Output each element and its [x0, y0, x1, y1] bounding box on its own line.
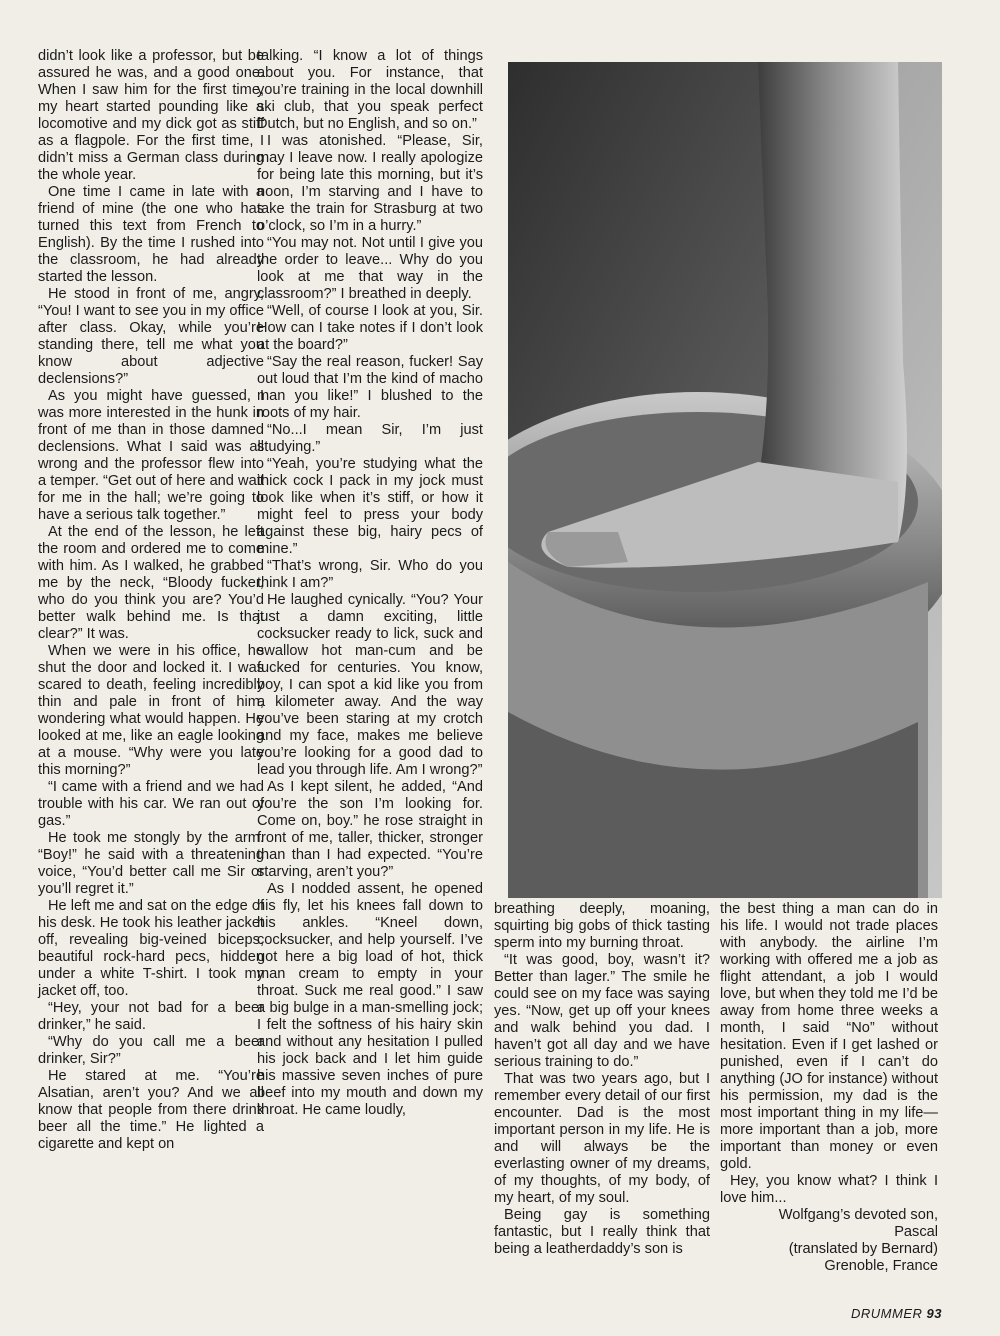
paragraph: As you might have guessed, I was more interested in the hunk in front of me than in those damned declensions. What I said was all wrong and the professor flew into a temper. “Get out of here and wait for me in the hall; we’re going to have a serious talk together.” — [38, 388, 264, 523]
paragraph: “It was good, boy, wasn’t it? Better than lager.” The smile he could see on my face was saying yes. “Now, get up off your knees and walk behind you dad. I haven’t got all day and we have serious training to do.” — [494, 952, 710, 1070]
paragraph: When we were in his office, he shut the door and locked it. I was scared to death, feeling incredibly thin and pale in front of him, wondering what would happen. He looked at me, like an eagle looking at a mouse. “Why were you late this morning?” — [38, 643, 264, 778]
page-number: 93 — [926, 1306, 942, 1321]
signature-location: Grenoble, France — [824, 1258, 938, 1274]
paragraph: He left me and sat on the edge of his desk. He took his leather jacket off, revealing big-veined biceps, beautiful rock-hard pecs, hidden under a white T-shirt. I took my jacket off, too. — [38, 898, 264, 999]
paragraph: “Well, of course I look at you, Sir. How can I take notes if I don’t look at the board?” — [257, 303, 483, 353]
paragraph: didn’t look like a professor, but be assured he was, and a good one. When I saw him for the first time, my heart started pounding like a locomotive and my dick got as stiff as a flagpole. For the first time, I didn’t miss a German class during the whole year. — [38, 48, 264, 183]
paragraph: Being gay is something fantastic, but I really think that being a leatherdaddy’s son is — [494, 1207, 710, 1257]
paragraph: talking. “I know a lot of things about you. For instance, that you’re training in the local downhill ski club, that you speak perfect Dutch, but no English, and so on.” — [257, 48, 483, 132]
paragraph: “You may not. Not until I give you the order to leave... Why do you look at me that way in the classroom?” I breathed in deeply. — [257, 235, 483, 302]
paragraph: “Say the real reason, fucker! Say out loud that I’m the kind of macho man you like!” I blushed to the roots of my hair. — [257, 354, 483, 421]
signature-line: Wolfgang’s devoted son, — [778, 1207, 938, 1223]
page-footer — [851, 1306, 942, 1321]
paragraph: I was atonished. “Please, Sir, may I leave now. I really apologize for being late this morning, but it’s noon, I’m starving and I have to take the train for Strasburg at two o’clock, so I’m in a hurry.” — [257, 133, 483, 234]
signature-translator: (translated by Bernard) — [788, 1241, 938, 1257]
paragraph: “Why do you call me a beer drinker, Sir?” — [38, 1034, 264, 1067]
paragraph: “That’s wrong, Sir. Who do you think I am?” — [257, 558, 483, 591]
text-column-3 — [494, 901, 710, 1258]
paragraph: breathing deeply, moaning, squirting big gobs of thick tasting sperm into my burning throat. — [494, 901, 710, 951]
paragraph: Hey, you know what? I think I love him... — [720, 1173, 938, 1206]
text-column-4 — [720, 901, 938, 1275]
paragraph: “Hey, your not bad for a beer drinker,” he said. — [38, 1000, 264, 1033]
text-column-1 — [38, 48, 264, 1153]
paragraph: “No...I mean Sir, I’m just studying.” — [257, 422, 483, 455]
paragraph: One time I came in late with a friend of mine (the one who has turned this text from French to English). By the time I rushed into the classroom, he had already started the lesson. — [38, 184, 264, 285]
text-column-2 — [257, 48, 483, 1119]
magazine-name: DRUMMER — [851, 1306, 923, 1321]
paragraph: “Yeah, you’re studying what the thick cock I pack in my jock must look like when it’s stiff, or how it might feel to press your body against these big, hairy pecs of mine.” — [257, 456, 483, 557]
paragraph: He stared at me. “You’re Alsatian, aren’t you? And we all know that people from there drink beer all the time.” He lighted a cigarette and kept on — [38, 1068, 264, 1152]
photo-foot-on-bowl — [508, 62, 942, 898]
paragraph: “I came with a friend and we had trouble with his car. We ran out of gas.” — [38, 779, 264, 829]
paragraph: He laughed cynically. “You? Your just a damn exciting, little cocksucker ready to lick, suck and swallow hot man-cum and be fucked for centuries. You know, boy, I can spot a kid like you from a kilometer away. And the way you’ve been staring at my crotch and my face, makes me believe you’re looking for a good dad to lead you through life. Am I wrong?” — [257, 592, 483, 778]
paragraph: That was two years ago, but I remember every detail of our first encounter. Dad is the most important person in my life. He is and will always be the everlasting owner of my dreams, of my thoughts, of my body, of my heart, of my soul. — [494, 1071, 710, 1206]
paragraph: the best thing a man can do in his life. I would not trade places with anybody. the airline I’m working with offered me a job as flight attendant, a job I would love, but when they told me I’d be away from home three weeks a month, I said “No” without hesitation. Even if I get lashed or punished, even if I can’t do anything (JO for instance) without his permission, my dad is the most important thing in my life—more important than a job, more important than money or even gold. — [720, 901, 938, 1172]
paragraph: He stood in front of me, angry, “You! I want to see you in my office after class. Okay, while you’re standing there, tell me what you know about adjective declensions?” — [38, 286, 264, 387]
paragraph: At the end of the lesson, he left the room and ordered me to come with him. As I walked, he grabbed me by the neck, “Bloody fucker, who do you think you are? You’d better walk behind me. Is that clear?” It was. — [38, 524, 264, 642]
paragraph: As I nodded assent, he opened his fly, let his knees fall down to his ankles. “Kneel down, cocksucker, and help yourself. I’ve got here a big load of hot, thick man cream to empty in your throat. Suck me real good.” I saw a big bulge in a man-smelling jock; I felt the softness of his hairy skin and without any hesitation I pulled his jock back and I let him guide his massive seven inches of pure beef into my mouth and down my throat. He came loudly, — [257, 881, 483, 1118]
signature-name: Pascal — [894, 1224, 938, 1240]
paragraph: As I kept silent, he added, “And you’re the son I’m looking for. Come on, boy.” he rose straight in front of me, taller, thicker, stronger than than I had expected. “You’re starving, aren’t you?” — [257, 779, 483, 880]
paragraph: He took me stongly by the arm. “Boy!” he said with a threatening voice, “You’d better call me Sir or you’ll regret it.” — [38, 830, 264, 897]
